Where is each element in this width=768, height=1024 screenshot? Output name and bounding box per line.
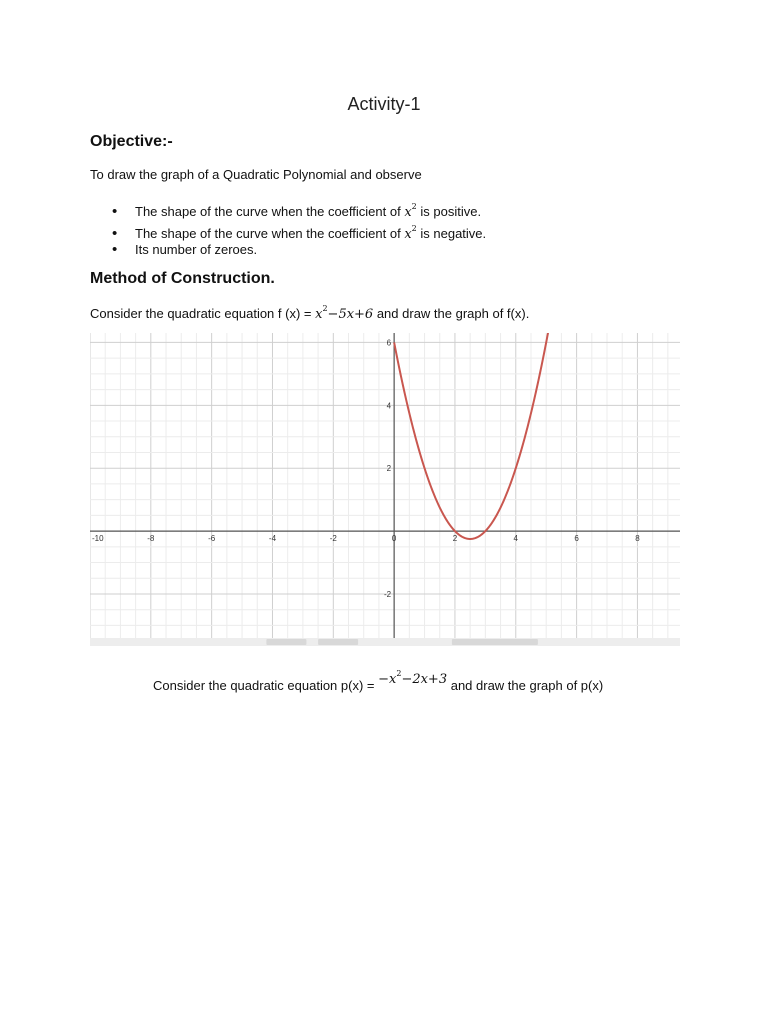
y-tick-label: -2: [383, 589, 392, 599]
bullet-text-end: is positive.: [416, 204, 482, 219]
equation-line-1: Consider the quadratic equation f $(x) = x^2-5x+6$ and draw the graph of f(x).: [90, 304, 530, 322]
graph-svg: [90, 333, 680, 653]
bullet-icon: •: [112, 203, 118, 220]
graph-f: [90, 333, 680, 653]
x-tick-label: 0: [391, 534, 397, 544]
toolbar-button: [318, 639, 358, 645]
bullet-text: The shape of the curve when the coefficient of: [135, 225, 405, 241]
objective-heading: Objective:-: [90, 133, 173, 150]
objective-list: [112, 196, 486, 261]
equation-line-2: Consider the quadratic equation $p(x) = -x^2-2x+3$ and draw the graph of p(x): [153, 669, 604, 693]
x-tick-label: 6: [574, 534, 579, 544]
bullet-icon: •: [112, 224, 118, 242]
x-tick-label: 2: [452, 534, 458, 544]
x-tick-label: -2: [329, 534, 337, 544]
math-expression: $-x^2-2x+3$: [378, 669, 448, 687]
y-tick-label: 6: [386, 338, 392, 348]
math-term: $x^2$: [404, 202, 417, 220]
math-expression: $x^2-5x+6$: [315, 304, 374, 322]
bullet-icon: •: [112, 241, 118, 258]
page-title: Activity-1: [347, 94, 421, 114]
x-tick-label: -6: [208, 534, 216, 544]
x-tick-label: -4: [268, 534, 277, 544]
bullet-text-end: is negative.: [416, 225, 487, 241]
list-item: [112, 196, 486, 218]
y-tick-label: 4: [386, 401, 392, 411]
list-item: [112, 239, 486, 261]
y-tick-label: 2: [386, 464, 392, 474]
toolbar-button: [266, 639, 306, 645]
math-term: $x^2$: [404, 223, 417, 242]
x-tick-label: -8: [147, 534, 155, 544]
graph-toolbar-strip: [90, 638, 680, 646]
x-tick-label: -10: [92, 534, 104, 544]
list-item: [112, 218, 486, 240]
intro-text: To draw the graph of a Quadratic Polynomial and observe: [90, 167, 422, 182]
x-tick-label: 4: [513, 534, 518, 544]
toolbar-button: [452, 639, 538, 645]
method-heading: Method of Construction.: [90, 270, 275, 287]
bullet-text: The shape of the curve when the coefficient of: [135, 204, 405, 219]
x-tick-label: 8: [635, 534, 640, 544]
bullet-text: Its number of zeroes.: [135, 242, 258, 257]
